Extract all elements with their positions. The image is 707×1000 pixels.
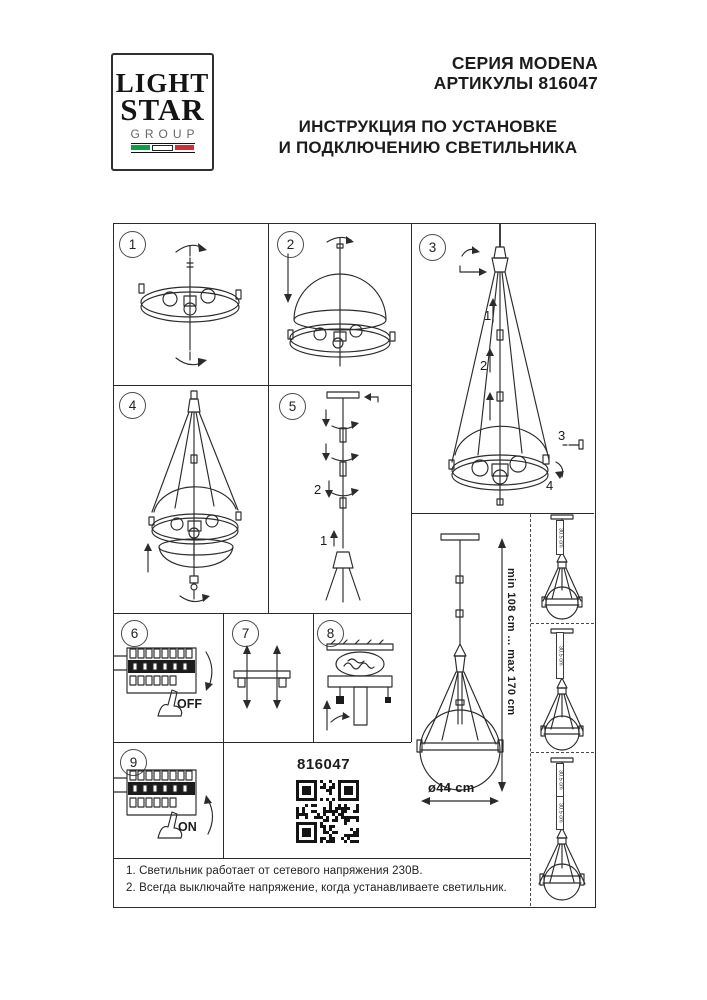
height-range-label: min 108 cm ... max 170 cm <box>505 568 517 716</box>
step5-callout-2: 2 <box>314 482 322 497</box>
series-title: СЕРИЯ MODENA <box>451 53 598 73</box>
variant1-rod-label: 30.5 cm <box>556 520 564 555</box>
step-5-label: 5 <box>288 399 297 414</box>
down-arrow-icon <box>325 481 333 498</box>
step-7-label: 7 <box>241 626 250 641</box>
up-arrow-icon <box>486 392 494 420</box>
logo-word-star: STAR <box>120 92 205 128</box>
down-arrow-icon <box>322 410 330 427</box>
step-3-label: 3 <box>428 240 437 255</box>
articles-title: АРТИКУЛЫ 816047 <box>433 73 598 94</box>
instruction-title-line1: ИНСТРУКЦИЯ ПО УСТАНОВКЕ <box>298 117 558 137</box>
step4-drawing <box>144 391 241 602</box>
step3-callout-4: 4 <box>546 478 554 493</box>
screw-icon <box>563 440 583 449</box>
step7-drawing <box>234 645 290 709</box>
diameter-dimension-arrow-icon <box>421 797 499 805</box>
hook-icon <box>555 462 564 479</box>
instruction-title-line2: И ПОДКЛЮЧЕНИЮ СВЕТИЛЬНИКА <box>278 137 578 157</box>
step-1-label: 1 <box>128 237 137 252</box>
step-8-label: 8 <box>326 626 335 641</box>
step2-drawing <box>284 236 395 366</box>
screw-arrow-icon <box>364 393 378 402</box>
step3-drawing <box>449 223 583 505</box>
step6-drawing <box>114 648 213 716</box>
rotate-arrow-bottom-icon <box>176 358 207 367</box>
right-arrow-icon <box>460 266 487 276</box>
rotate-arrow-icon <box>332 453 359 461</box>
step3-callout-1: 1 <box>484 308 492 323</box>
diameter-label: ø44 cm <box>428 780 475 795</box>
step-9-label: 9 <box>129 755 138 770</box>
step-4-label: 4 <box>128 398 137 413</box>
curved-arrow-down-icon <box>205 652 213 691</box>
rotate-arrow-top-icon <box>176 243 207 252</box>
logo-word-group: GROUP <box>130 126 200 141</box>
step9-drawing <box>114 770 213 838</box>
note-line-2: 2. Всегда выключайте напряжение, когда устанавливаете светильник. <box>126 882 507 894</box>
step3-callout-3: 3 <box>558 428 566 443</box>
article-number: 816047 <box>297 756 351 773</box>
rotate-arrow-icon <box>462 246 480 256</box>
curved-arrow-icon <box>331 712 350 722</box>
qr-code <box>296 780 360 844</box>
step5-callout-1: 1 <box>320 533 328 548</box>
up-arrow-icon <box>144 543 152 572</box>
double-arrow-icon <box>243 645 251 709</box>
down-arrow-icon <box>322 444 330 461</box>
step3-callout-2: 2 <box>480 358 488 373</box>
up-arrow-icon <box>323 700 331 730</box>
step-2-label: 2 <box>286 237 295 252</box>
rotate-arrow-icon <box>332 488 359 496</box>
up-arrow-icon <box>330 530 338 546</box>
rotate-arrow-icon <box>180 591 210 602</box>
on-label: ON <box>178 820 197 834</box>
step8-drawing <box>323 640 393 730</box>
note-line-1: 1. Светильник работает от сетевого напряжения 230В. <box>126 865 423 877</box>
down-arrow-icon <box>284 254 292 303</box>
off-label: OFF <box>177 697 202 711</box>
step-6-label: 6 <box>130 626 139 641</box>
logo-word-light: LIGHT <box>115 68 210 99</box>
variant3-rod-upper-label: 30.5 cm <box>556 763 564 797</box>
variant3-rod-lower-label: 30.5 cm <box>556 796 564 830</box>
dimension-drawing <box>417 534 506 805</box>
variant2-rod-label: 30.5 cm <box>556 632 564 679</box>
step1-drawing <box>139 243 241 367</box>
step5-drawing <box>314 392 378 602</box>
double-arrow-icon <box>273 645 281 709</box>
curved-arrow-up-icon <box>204 795 213 834</box>
